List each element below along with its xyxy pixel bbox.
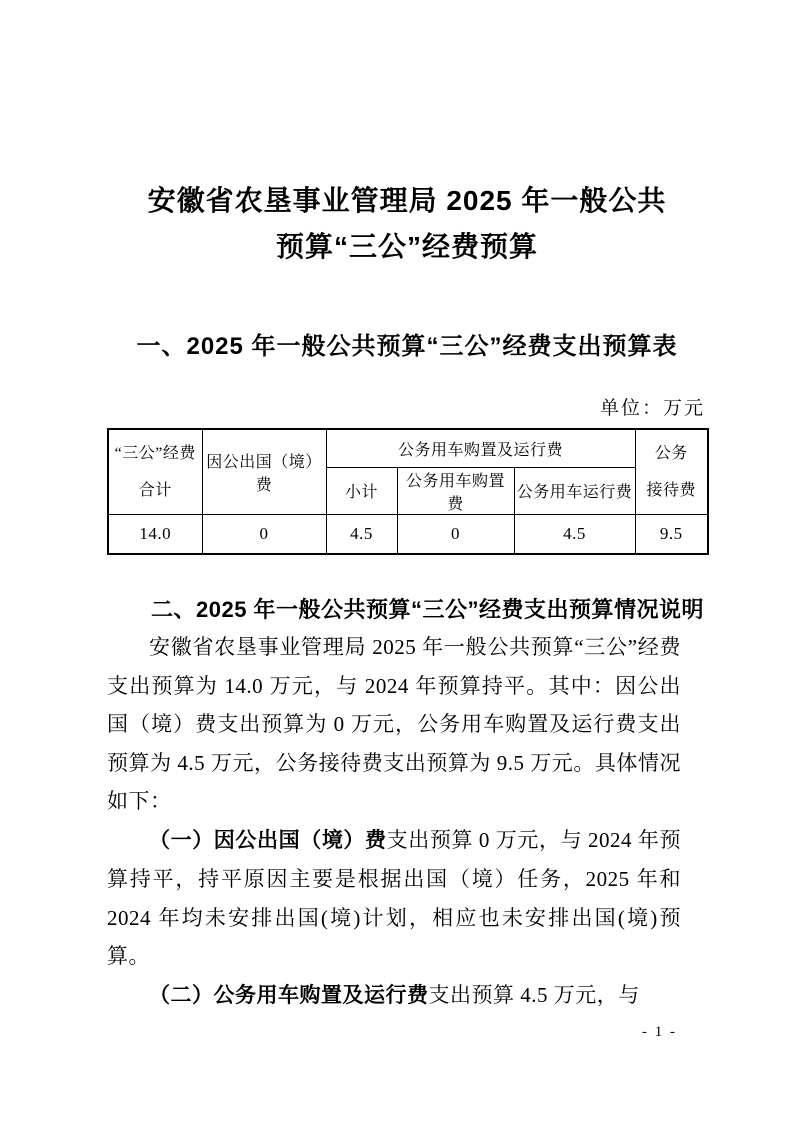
table-header-row-1 [108,429,708,467]
th-vehicle-purchase: 公务用车购置费 [397,467,514,514]
th-sangong-total [108,429,202,514]
paragraph-item2 [107,976,681,1016]
value-vehicle-subtotal: 4.5 [326,514,397,554]
value-sangong-total: 14.0 [108,514,202,554]
section2-body [107,628,681,1015]
th-vehicle-operation: 公务用车运行费 [514,467,635,514]
value-reception-fee: 9.5 [635,514,708,554]
paragraph-intro: 安徽省农垦事业管理局 2025 年一般公共预算“三公”经费支出预算为 14.0 万元，与 2024 年预算持平。其中：因公出国（境）费支出预算为 0 万元，公务用车购置及运行费支出预算为 4.5 万元，公务接待费支出预算为 9.5 万元。具体情况如下： [107,635,681,813]
th-reception-fee [635,429,708,514]
document-content [107,0,707,1015]
value-vehicle-purchase: 0 [397,514,514,554]
value-vehicle-operation: 4.5 [514,514,635,554]
page-number: - 1 - [642,1024,677,1040]
title-line-2: 预算“三公”经费预算 [275,231,538,262]
title-line-1: 安徽省农垦事业管理局 2025 年一般公共 [147,185,667,216]
th-abroad-fee: 因公出国（境）费 [202,429,326,514]
document-title [107,0,707,270]
th-reception-line2: 接待费 [646,481,697,499]
th-reception-line1: 公务 [654,444,688,462]
budget-table [107,428,709,555]
unit-label: 单位：万元 [599,398,705,419]
th-sangong-total-line1: “三公”经费 [114,444,196,462]
item2-lead: （二）公务用车购置及运行费 [149,983,429,1007]
section1-heading: 一、2025 年一般公共预算“三公”经费支出预算表 [136,333,678,360]
th-sangong-total-line2: 合计 [138,481,172,499]
th-vehicle-subtotal: 小计 [326,467,397,514]
item2-text: 支出预算 4.5 万元，与 [428,982,640,1007]
th-vehicle-group: 公务用车购置及运行费 [326,429,635,467]
item1-text: 支出预算 0 万元，与 2024 年预算持平，持平原因主要是根据出国（境）任务，2025 年和 2024 年均未安排出国(境)计划，相应也未安排出国(境)预算。 [107,827,682,968]
table-data-row [108,514,708,554]
value-abroad-fee: 0 [202,514,326,554]
item1-lead: （一）因公出国（境）费 [149,828,387,852]
section2-heading: 二、2025 年一般公共预算“三公”经费支出预算情况说明 [151,597,705,622]
paragraph-item1 [107,821,681,976]
